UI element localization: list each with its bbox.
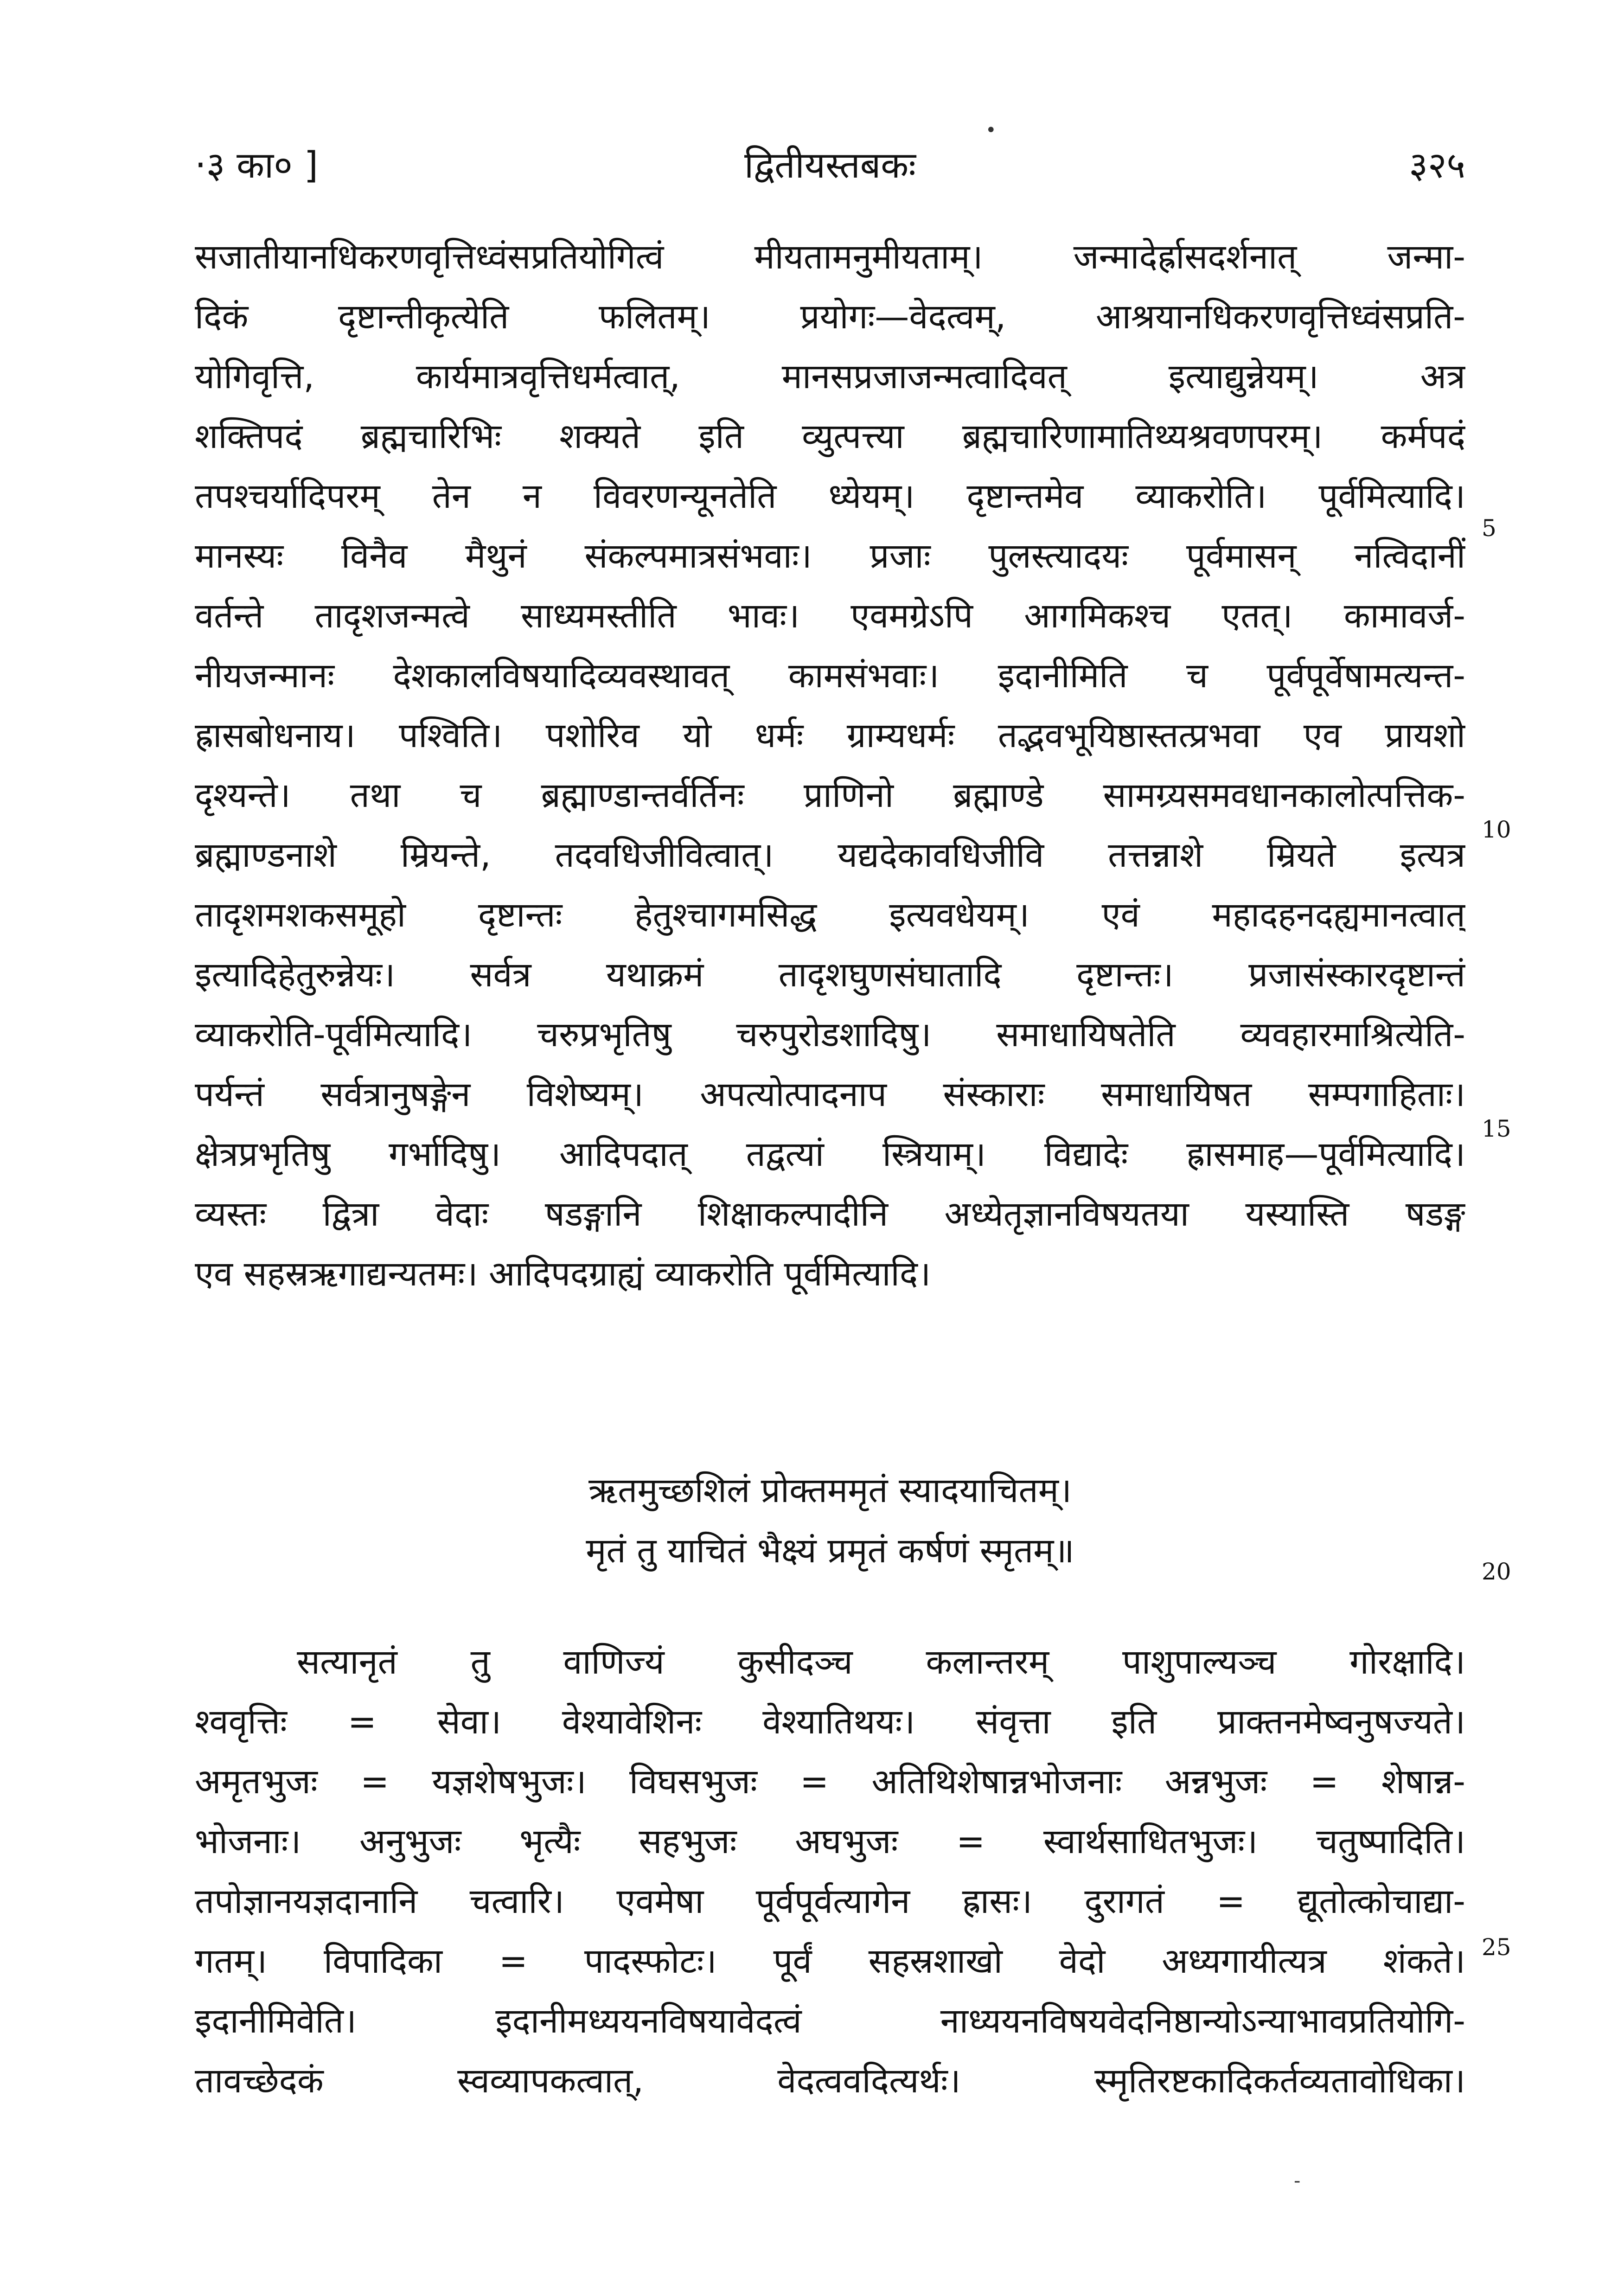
text-line: तपोज्ञानयज्ञदानानि चत्वारि। एवमेषा पूर्वपूर्वत्यागेन ह्रासः। दुरागतं = द्यूतोत्कोचाद्या-: [195, 1881, 1465, 1921]
text-line: शक्तिपदं ब्रह्मचारिभिः शक्यते इति व्युत्पत्त्या ब्रह्मचारिणामातिथ्यश्रवणपरम्। कर्मपदं: [195, 416, 1465, 456]
text-line: तादृशमशकसमूहो दृष्टान्तः हेतुश्चागमसिद्ध इत्यवधेयम्। एवं महादहनदह्यमानत्वात्: [195, 895, 1465, 935]
verse-line: ऋतमुच्छशिलं प्रोक्तममृतं स्यादयाचितम्।: [588, 1470, 1072, 1510]
text-line: व्याकरोति-पूर्वमित्यादि। चरुप्रभृतिषु चरुपुरोडशादिषु। समाधायिषतेति व्यवहारमाश्रित्येति-: [195, 1015, 1465, 1055]
chapter-title: द्वितीयस्तबकः: [744, 145, 916, 186]
text-line: सत्यानृतं तु वाणिज्यं कुसीदञ्च कलान्तरम् पाशुपाल्यञ्च गोरक्षादि।: [297, 1642, 1465, 1682]
text-line: दृश्यन्ते। तथा च ब्रह्माण्डान्तर्वर्तिनः प्राणिनो ब्रह्माण्डे सामग्र्यसमवधानकालोत्पत्तिक-: [195, 775, 1465, 815]
text-line: अमृतभुजः = यज्ञशेषभुजः। विघसभुजः = अतिथिशेषान्नभोजनाः अन्नभुजः = शेषान्न-: [195, 1762, 1465, 1802]
running-header: [195, 139, 1465, 195]
commentary-block-1: [195, 227, 1465, 1304]
text-line: एव सहस्रऋगाद्यन्यतमः। आदिपदग्राह्यं व्याकरोति पूर्वमित्यादि।: [195, 1254, 931, 1294]
text-line: इदानीमिवेति। इदानीमध्ययनविषयावेदत्वं नाध्ययनविषयवेदनिष्ठान्योऽन्याभावप्रतियोगि-: [195, 2001, 1465, 2041]
print-speck: •: [985, 120, 997, 141]
text-line: ब्रह्माण्डनाशे म्रियन्ते, तदवधिजीवित्वात्। यद्यदेकावधिजीवि तत्तन्नाशे म्रियते इत्यत्र: [195, 835, 1465, 875]
section-marker: ·३ का० ]: [195, 145, 319, 186]
text-line: योगिवृत्ति, कार्यमात्रवृत्तिधर्मत्वात्, मानसप्रजाजन्मत्वादिवत् इत्याद्युन्नेयम्। अत्र: [195, 357, 1465, 396]
line-number: 15: [1482, 1115, 1511, 1142]
line-number: 20: [1482, 1558, 1511, 1585]
text-line: भोजनाः। अनुभुजः भृत्यैः सहभुजः अघभुजः = स्वार्थसाधितभुजः। चतुष्पादिति।: [195, 1822, 1465, 1861]
text-line: श्ववृत्तिः = सेवा। वेश्यावेशिनः वेश्यातिथयः। संवृत्ता इति प्राक्तनमेष्वनुषज्यते।: [195, 1702, 1465, 1742]
text-line: व्यस्तः द्वित्रा वेदाः षडङ्गानि शिक्षाकल्पादीनि अध्येतृज्ञानविषयतया यस्यास्ति षडङ्ग: [195, 1194, 1465, 1234]
line-number: 25: [1482, 1934, 1511, 1961]
text-line: वर्तन्ते तादृशजन्मत्वे साध्यमस्तीति भावः। एवमग्रेऽपि आगमिकश्च एतत्। कामावर्ज-: [195, 596, 1465, 636]
line-number: 5: [1482, 515, 1496, 542]
text-line: नीयजन्मानः देशकालविषयादिव्यवस्थावत् कामसंभवाः। इदानीमिति च पूर्वपूर्वेषामत्यन्त-: [195, 656, 1465, 696]
text-line: दिकं दृष्टान्तीकृत्येति फलितम्। प्रयोगः—वेदत्वम्, आश्रयानधिकरणवृत्तिध्वंसप्रति-: [195, 297, 1465, 337]
text-line: तपश्चर्यादिपरम् तेन न विवरणन्यूनतेति ध्येयम्। दृष्टान्तमेव व्याकरोति। पूर्वमित्यादि।: [195, 476, 1465, 516]
line-number: 10: [1482, 816, 1511, 843]
page-number: ३२५: [1409, 145, 1465, 186]
text-line: इत्यादिहेतुरुन्नेयः। सर्वत्र यथाक्रमं तादृशघुणसंघातादि दृष्टान्तः। प्रजासंस्कारदृष्टान्तं: [195, 955, 1465, 995]
text-line: पर्यन्तं सर्वत्रानुषङ्गेन विशेष्यम्। अपत्योत्पादनाप संस्काराः समाधायिषत सम्पगाहिताः।: [195, 1074, 1465, 1114]
text-line: सजातीयानधिकरणवृत्तिध्वंसप्रतियोगित्वं मीयतामनुमीयताम्। जन्मादेर्ह्रासदर्शनात् जन्मा-: [195, 237, 1465, 277]
print-speck: -: [1294, 2170, 1301, 2192]
text-line: तावच्छेदकं स्वव्यापकत्वात्, वेदत्ववदित्यर्थः। स्मृतिरष्टकादिकर्तव्यतावोधिका।: [195, 2061, 1465, 2101]
commentary-block-2: [195, 1632, 1465, 2111]
verse-line: मृतं तु याचितं भैक्ष्यं प्रमृतं कर्षणं स्मृतम्॥: [586, 1531, 1074, 1571]
text-line: मानस्यः विनैव मैथुनं संकल्पमात्रसंभवाः। प्रजाः पुलस्त्यादयः पूर्वमासन् नत्विदानीं: [195, 536, 1465, 576]
text-line: ह्रासबोधनाय। पश्विति। पशोरिव यो धर्मः ग्राम्यधर्मः तद्भवभूयिष्ठास्तत्प्रभवा एव प्रायशो: [195, 716, 1465, 755]
text-line: गतम्। विपादिका = पादस्फोटः। पूर्वं सहस्रशाखो वेदो अध्यगायीत्यत्र शंकते।: [195, 1941, 1465, 1981]
text-line: क्षेत्रप्रभृतिषु गर्भादिषु। आदिपदात् तद्वत्यां स्त्रियाम्। विद्यादेः ह्रासमाह—पूर्वमित्यादि।: [195, 1134, 1465, 1174]
